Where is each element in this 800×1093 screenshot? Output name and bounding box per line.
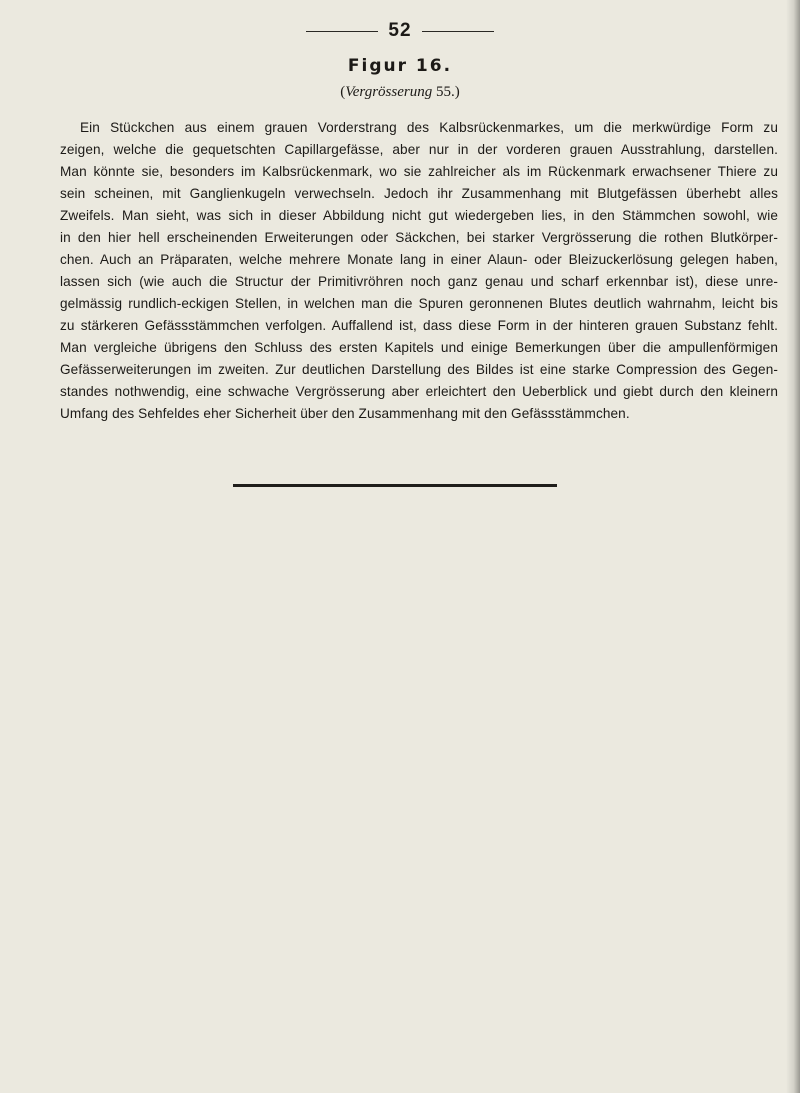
page-number-row <box>0 20 800 42</box>
figure-subtitle <box>0 84 800 101</box>
body-line: sein scheinen, mit Ganglienkugeln verwechseln. Jedoch ihr Zusammenhang mit Blutgefässen überhebt alles <box>60 186 778 201</box>
body-line: gelmässig rundlich-eckigen Stellen, in welchen man die Spuren geronnenen Blutes deutlich wahrnahm, leicht bis <box>60 296 778 311</box>
left-rule <box>306 31 378 32</box>
body-line: in den hier hell erscheinenden Erweiterungen oder Säckchen, bei starker Vergrösserung die rothen Blutkörper- <box>60 230 778 245</box>
body-line: zu stärkeren Gefässstämmchen verfolgen. Auffallend ist, dass diese Form in der hinteren grauen Substanz fehlt. <box>60 318 778 333</box>
page-edge-shadow <box>786 0 800 1093</box>
page-number: 52 <box>388 20 412 41</box>
subtitle-open-paren: ( <box>340 84 346 100</box>
body-line: Man könnte sie, besonders im Kalbsrückenmark, wo sie zahlreicher als im Rückenmark erwachsener Thiere zu <box>60 164 778 179</box>
body-line: chen. Auch an Präparaten, welche mehrere Monate lang in einer Alaun- oder Bleizuckerlösung gelegen haben, <box>60 252 778 267</box>
page-header <box>0 20 800 101</box>
body-line: lassen sich (wie auch die Structur der Primitivröhren noch ganz genau und scharf erkennbar ist), diese unre- <box>60 274 778 289</box>
body-line: Umfang des Sehfeldes eher Sicherheit über den Zusammenhang mit den Gefässstämmchen. <box>60 406 630 421</box>
body-paragraph <box>60 117 778 425</box>
right-rule <box>422 31 494 32</box>
body-line: Zweifels. Man sieht, was sich in dieser Abbildung nicht gut wiedergeben lies, in den Stämmchen sowohl, wie <box>60 208 778 223</box>
body-line: Man vergleiche übrigens den Schluss des ersten Kapitels und einige Bemerkungen über die ampullenförmigen <box>60 340 778 355</box>
subtitle-magnification-label: Vergrösserung <box>345 84 433 100</box>
body-line: zeigen, welche die gequetschten Capillargefässe, aber nur in der vorderen grauen Ausstrahlung, darstellen. <box>60 142 778 157</box>
subtitle-magnification-value: 55.) <box>432 84 460 100</box>
body-line: Gefässerweiterungen im zweiten. Zur deutlichen Darstellung des Bildes ist eine starke Compression des Gegen- <box>60 362 778 377</box>
body-line: Ein Stückchen aus einem grauen Vorderstrang des Kalbsrückenmarkes, um die merkwürdige Form zu <box>80 120 778 135</box>
figure-title: Figur 16. <box>347 56 453 76</box>
body-line: standes nothwendig, eine schwache Vergrösserung aber erleichtert den Ueberblick und giebt durch den kleinern <box>60 384 778 399</box>
section-divider <box>233 484 557 487</box>
